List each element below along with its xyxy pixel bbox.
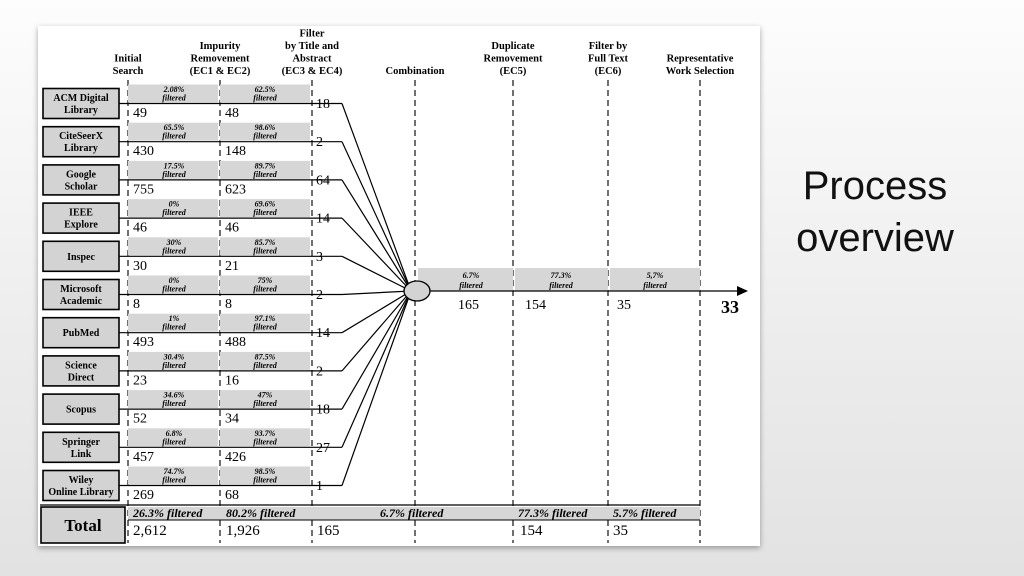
combined-count: 165 <box>458 298 479 313</box>
combination-node <box>404 281 430 301</box>
source-name: CiteSeerX Library <box>59 131 103 155</box>
column-header: Impurity Removement (EC1 & EC2) <box>189 41 251 77</box>
filter-label: filtered <box>253 437 277 447</box>
filter-percent: 0% <box>168 199 180 209</box>
impurity-count: 488 <box>225 335 246 351</box>
impurity-count: 21 <box>225 258 239 274</box>
filter-percent: 89.7% <box>254 161 276 171</box>
title-filter-count: 1 <box>316 479 323 494</box>
filter-percent: 65.5% <box>163 123 185 133</box>
filter-percent: 87.5% <box>254 352 276 362</box>
impurity-count: 48 <box>225 106 239 121</box>
title-filter-count: 3 <box>316 249 323 265</box>
column-header: Initial Search <box>112 53 144 77</box>
initial-count: 269 <box>133 488 154 503</box>
filter-percent: 47% <box>257 390 273 400</box>
impurity-count: 148 <box>225 144 246 160</box>
total-count: 1,926 <box>226 523 260 539</box>
slide-title-line1: Process <box>802 164 948 208</box>
title-filter-count: 27 <box>316 440 330 456</box>
filter-label: filtered <box>253 399 277 409</box>
filter-label: filtered <box>253 208 277 218</box>
filter-percent: 1% <box>168 314 180 324</box>
filter-percent: 97.1% <box>254 314 276 324</box>
filter-label: filtered <box>162 246 186 256</box>
total-filter-percent: 77.3% filtered <box>518 506 588 520</box>
combined-filter-label: filtered <box>459 281 483 290</box>
total-filter-percent: 5.7% filtered <box>613 506 677 520</box>
column-header: Duplicate Removement (EC5) <box>483 41 543 77</box>
filter-percent: 34.6% <box>163 390 185 400</box>
combined-percent: 6.7% <box>462 271 480 280</box>
filter-label: filtered <box>162 437 186 447</box>
filter-label: filtered <box>253 360 277 370</box>
source-name: Science Direct <box>65 360 97 384</box>
title-filter-count: 2 <box>316 364 323 380</box>
final-count: 33 <box>721 297 739 317</box>
source-name: ACM Digital Library <box>53 93 109 116</box>
filter-label: filtered <box>162 131 186 141</box>
title-filter-count: 2 <box>316 135 323 151</box>
filter-percent: 69.6% <box>254 199 276 209</box>
filter-percent: 75% <box>257 276 273 285</box>
source-name: Microsoft Academic <box>59 284 103 307</box>
combined-count: 154 <box>525 298 546 313</box>
title-filter-count: 14 <box>316 211 330 227</box>
filter-label: filtered <box>253 131 277 141</box>
impurity-count: 46 <box>225 220 239 236</box>
filter-percent: 6.8% <box>165 428 183 438</box>
source-name: IEEE Explore <box>64 207 98 231</box>
total-count: 2,612 <box>133 523 167 539</box>
initial-count: 8 <box>133 297 140 312</box>
filter-label: filtered <box>162 284 186 294</box>
title-filter-count: 18 <box>316 402 330 418</box>
source-name: Google Scholar <box>64 169 98 193</box>
filter-label: filtered <box>253 169 277 179</box>
filter-percent: 30% <box>166 237 182 247</box>
filter-label: filtered <box>162 93 186 103</box>
column-header: Filter by Title and Abstract (EC3 & EC4) <box>281 28 343 77</box>
source-name: PubMed <box>62 328 100 340</box>
filter-label: filtered <box>253 322 277 332</box>
source-name: Springer Link <box>62 436 100 460</box>
combined-filter-label: filtered <box>643 281 667 290</box>
filter-label: filtered <box>253 93 277 103</box>
initial-count: 430 <box>133 144 154 160</box>
initial-count: 755 <box>133 182 154 198</box>
filter-percent: 0% <box>168 276 180 285</box>
initial-count: 46 <box>133 220 147 236</box>
column-header: Filter by Full Text (EC6) <box>588 41 628 77</box>
impurity-count: 68 <box>225 488 239 503</box>
combined-count: 35 <box>617 298 631 313</box>
filter-percent: 74.7% <box>163 467 185 476</box>
filter-label: filtered <box>253 246 277 256</box>
filter-percent: 30.4% <box>163 352 185 362</box>
combined-filter-label: filtered <box>549 281 573 290</box>
initial-count: 52 <box>133 411 147 427</box>
filter-label: filtered <box>162 169 186 179</box>
initial-count: 493 <box>133 335 154 351</box>
filter-percent: 85.7% <box>254 237 276 247</box>
impurity-count: 8 <box>225 297 232 312</box>
filter-percent: 93.7% <box>254 428 276 438</box>
total-count: 154 <box>520 523 543 539</box>
combined-percent: 77.3% <box>550 271 572 280</box>
filter-percent: 62.5% <box>254 85 276 94</box>
impurity-count: 34 <box>225 411 239 427</box>
filter-label: filtered <box>162 399 186 409</box>
initial-count: 23 <box>133 373 147 389</box>
filter-percent: 2.08% <box>163 85 185 94</box>
filter-label: filtered <box>162 322 186 332</box>
source-name: Inspec <box>67 251 95 263</box>
total-filter-percent: 26.3% filtered <box>133 506 203 520</box>
title-filter-count: 2 <box>316 288 323 303</box>
title-filter-count: 14 <box>316 326 330 342</box>
filter-label: filtered <box>253 475 277 485</box>
filter-percent: 98.6% <box>254 123 276 133</box>
impurity-count: 426 <box>225 449 246 465</box>
total-count: 165 <box>317 523 340 539</box>
initial-count: 49 <box>133 106 147 121</box>
combined-percent: 5,7% <box>646 271 664 280</box>
slide-title-line2: overview <box>796 216 954 260</box>
initial-count: 30 <box>133 258 147 274</box>
total-label: Total <box>64 516 102 535</box>
title-filter-count: 18 <box>316 97 330 112</box>
title-filter-count: 64 <box>316 173 330 189</box>
filter-percent: 98.5% <box>254 467 276 476</box>
filter-label: filtered <box>162 208 186 218</box>
total-count: 35 <box>613 523 628 539</box>
source-name: Scopus <box>65 404 97 416</box>
total-filter-percent: 80.2% filtered <box>226 506 296 520</box>
impurity-count: 16 <box>225 373 239 389</box>
impurity-count: 623 <box>225 182 246 198</box>
column-header: Combination <box>385 66 445 77</box>
column-header: Representative Work Selection <box>665 53 735 77</box>
source-name: Wiley Online Library <box>48 475 114 498</box>
filter-label: filtered <box>162 360 186 370</box>
filter-label: filtered <box>253 284 277 294</box>
filter-label: filtered <box>162 475 186 485</box>
filter-percent: 17.5% <box>163 161 185 171</box>
initial-count: 457 <box>133 449 154 465</box>
total-filter-percent: 6.7% filtered <box>380 506 444 520</box>
